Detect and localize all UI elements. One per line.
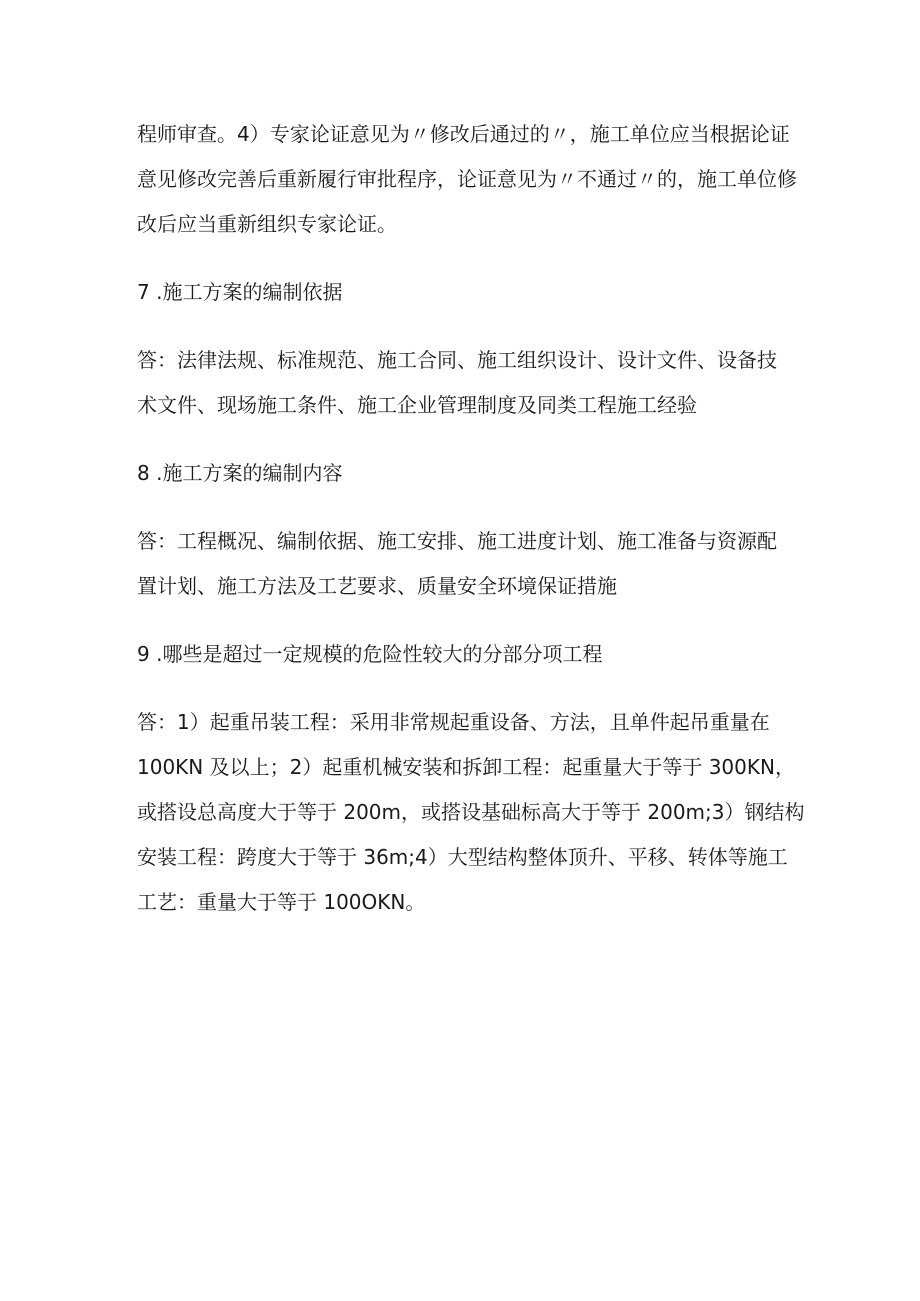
question-8-heading: 8 .施工方案的编制内容 <box>137 461 343 485</box>
question-7-answer <box>137 338 787 428</box>
q9-answer-line-5: 工艺：重量大于等于 100OKN。 <box>137 890 426 914</box>
intro-line-1: 程师审查。4）专家论证意见为〃修改后通过的〃，施工单位应当根据论证 <box>137 122 790 146</box>
q7-answer-line-2: 术文件、现场施工条件、施工企业管理制度及同类工程施工经验 <box>137 393 697 417</box>
intro-paragraph <box>137 112 797 247</box>
q9-answer-line-2: 100KN 及以上；2）起重机械安装和拆卸工程：起重量大于等于 300KN， <box>137 755 795 779</box>
q9-answer-line-3: 或搭设总高度大于等于 200m，或搭设基础标高大于等于 200m;3）钢结构 <box>137 800 805 824</box>
intro-line-2: 意见修改完善后重新履行审批程序，论证意见为〃不通过〃的，施工单位修 <box>137 167 797 191</box>
q8-answer-line-2: 置计划、施工方法及工艺要求、质量安全环境保证措施 <box>137 574 617 598</box>
question-9-answer <box>137 700 805 925</box>
document-body <box>137 112 805 925</box>
q7-answer-line-1: 答：法律法规、标准规范、施工合同、施工组织设计、设计文件、设备技 <box>137 348 777 372</box>
question-8-answer <box>137 519 787 609</box>
question-9-heading: 9 .哪些是超过一定规模的危险性较大的分部分项工程 <box>137 642 603 666</box>
q9-answer-line-4: 安装工程：跨度大于等于 36m;4）大型结构整体顶升、平移、转体等施工 <box>137 845 788 869</box>
question-7-heading: 7 .施工方案的编制依据 <box>137 280 343 304</box>
intro-line-3: 改后应当重新组织专家论证。 <box>137 212 397 236</box>
q8-answer-line-1: 答：工程概况、编制依据、施工安排、施工进度计划、施工准备与资源配 <box>137 529 777 553</box>
q9-answer-line-1: 答：1）起重吊装工程：采用非常规起重设备、方法，且单件起吊重量在 <box>137 710 770 734</box>
